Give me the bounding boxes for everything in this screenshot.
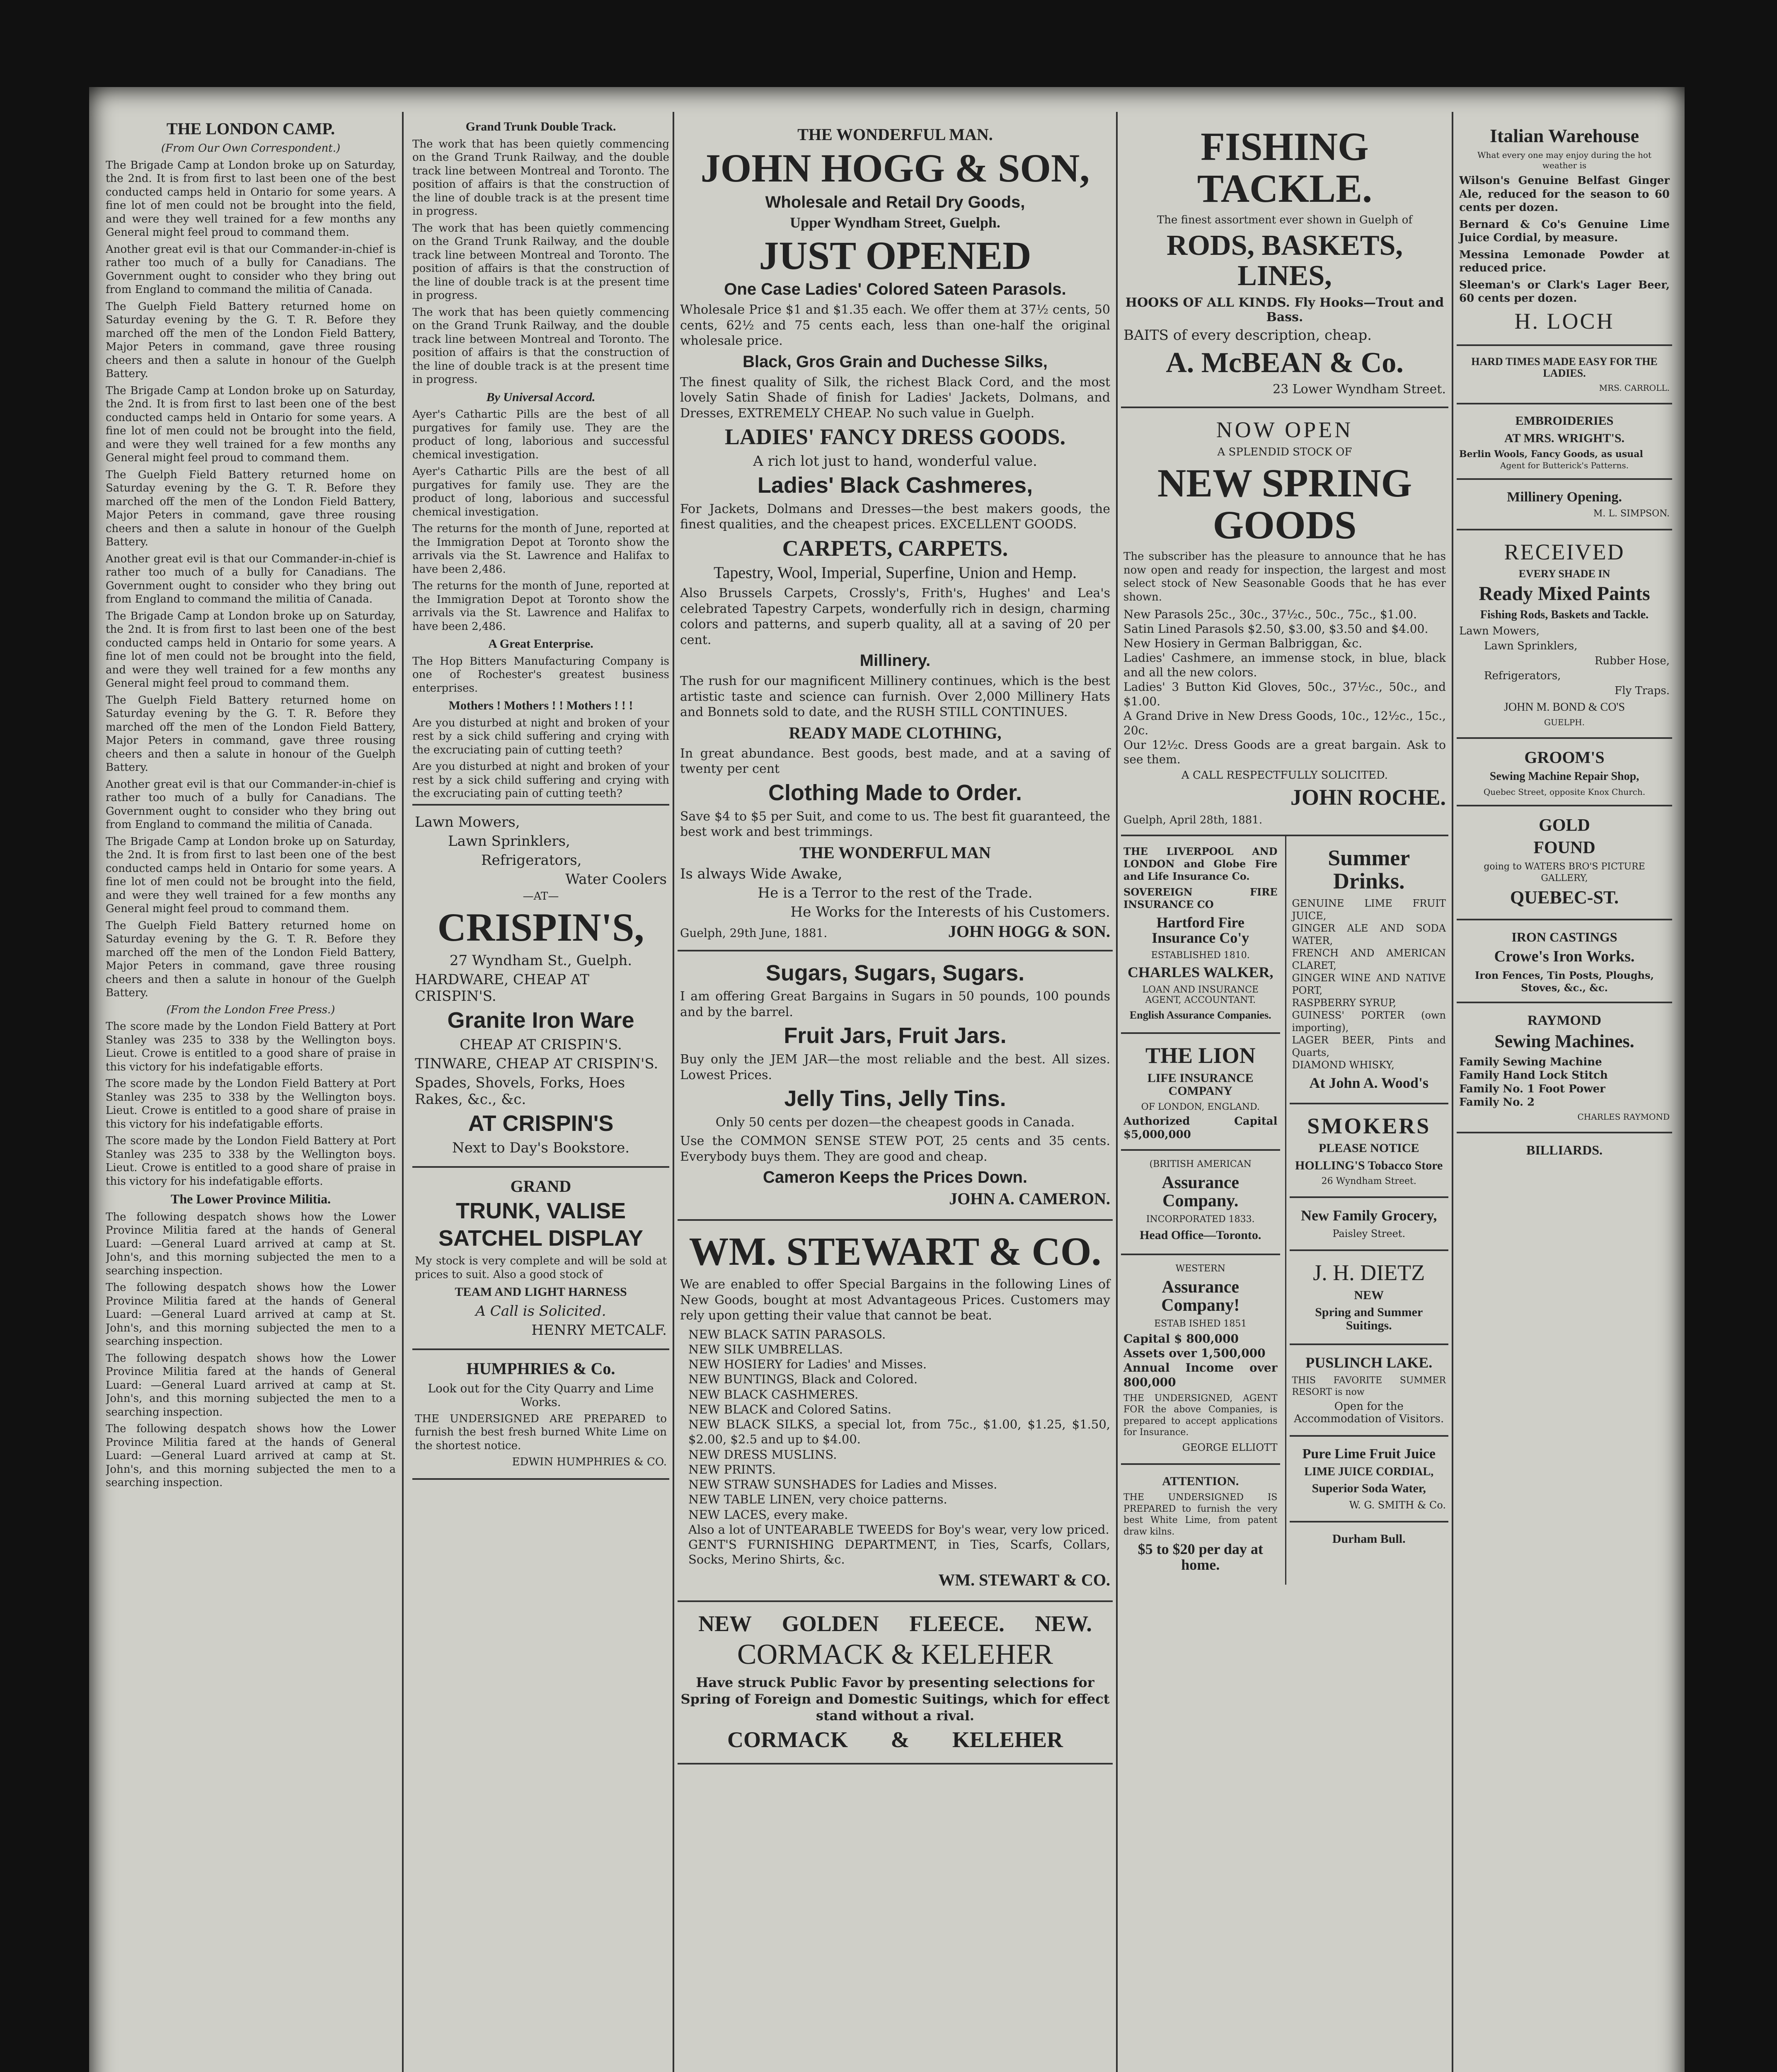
ad-headline: RECEIVED (1504, 540, 1625, 565)
hogg-ad (678, 116, 1113, 951)
ad-line: What every one may enjoy during the hot weather is (1477, 150, 1651, 171)
ad-headline: CORMACK & KELEHER (737, 1639, 1053, 1671)
ad-headline: English Assurance Companies. (1129, 1009, 1271, 1021)
article-paragraph: Ayer's Cathartic Pills are the best of all purgatives for family use. They are the product of long, laborious and successful chemical investigation. (412, 465, 669, 518)
ad-headline: $5 to $20 per day at home. (1138, 1541, 1263, 1573)
ad-line: A CALL RESPECTFULLY SOLICITED. (1181, 769, 1388, 782)
ad-body: Only 50 cents per dozen—the cheapest goods in Canada. (715, 1115, 1075, 1130)
ad-headline: THE LION (1145, 1043, 1256, 1068)
ad-headline: Ladies' Black Cashmeres, (757, 473, 1033, 498)
article-paragraph: The score made by the London Field Battery at Port Stanley was 235 to 338 by the Wellington boys. Lieut. Crowe is entitled to a good share of praise in this victory for his indefatigable efforts. (106, 1077, 396, 1130)
ad-line: BAITS of every description, cheap. (1123, 327, 1372, 344)
ad-body: Wilson's Genuine Belfast Ginger Ale, reduced for the season to 60 cents per dozen. (1459, 174, 1670, 214)
article-paragraph: The work that has been quietly commencing on the Grand Trunk Railway, and the double track line between Montreal and Toronto. The position of affairs is that the construction of the line of double track is at the present time in progress. (412, 306, 669, 386)
ad-body: Bernard & Co's Genuine Lime Juice Cordial, by measure. (1459, 218, 1670, 244)
ad-line: Upper Wyndham Street, Guelph. (790, 214, 1000, 231)
simpson-ad (1457, 480, 1672, 531)
section-title: The Lower Province Militia. (170, 1191, 331, 1206)
ad-body: For Jackets, Dolmans and Dresses—the best makers goods, the finest qualities, and the cheapest prices. EXCELLENT GOODS. (680, 501, 1110, 532)
crispin-ad (412, 804, 669, 1168)
ad-body: Buy only the JEM JAR—the most reliable and the best. All sizes. Lowest Prices. (680, 1052, 1110, 1082)
ad-headline: NEW SPRING GOODS (1157, 460, 1412, 547)
article-paragraph: The Brigade Camp at London broke up on Saturday, the 2nd. It is from first to last been one of the best conducted camps held in Ontario for some years. A fine lot of men could not be brought into the field, and were they well trained for a few months any General might feel proud to command them. (106, 384, 396, 464)
ad-line: GUELPH. (1544, 717, 1585, 728)
ad-headline: PUSLINCH LAKE. (1305, 1354, 1433, 1371)
list-item: Family No. 1 Foot Power (1459, 1082, 1605, 1095)
ad-line: going to WATERS BRO'S PICTURE GALLERY, (1484, 862, 1645, 884)
ad-headline: Hartford Fire Insurance Co'y (1152, 914, 1249, 946)
ad-line: LIFE INSURANCE COMPANY (1147, 1071, 1254, 1098)
ad-line: PLEASE NOTICE (1318, 1141, 1419, 1155)
ad-address: 23 Lower Wyndham Street. (1273, 382, 1446, 397)
ad-line: (BRITISH AMERICAN (1149, 1159, 1252, 1169)
stewart-ad (678, 1221, 1113, 1602)
ad-line: Annual Income over 800,000 (1123, 1360, 1278, 1389)
list-item: GENT'S FURNISHING DEPARTMENT, in Ties, Scarfs, Collars, Socks, Merino Shirts, &c. (688, 1537, 1110, 1567)
byline: (From Our Own Correspondent.) (161, 142, 341, 155)
ad-line: WESTERN (1175, 1263, 1225, 1274)
list-item: NEW BLACK CASHMERES. (688, 1387, 859, 1402)
ad-line: He Works for the Interests of his Customers. (790, 903, 1110, 920)
western-ad (1121, 1255, 1280, 1465)
ad-line: The finest assortment ever shown in Guelph of (1157, 213, 1413, 226)
column-3-ads (678, 116, 1113, 2072)
ad-line: LOAN AND INSURANCE AGENT, ACCOUNTANT. (1142, 984, 1259, 1005)
ad-signature: HENRY METCALF. (531, 1322, 667, 1339)
ad-headline: FOUND (1533, 838, 1595, 857)
ad-line: A Call is Solicited. (475, 1302, 606, 1319)
ad-line: Refrigerators, (481, 852, 582, 869)
section-source: (From the London Free Press.) (166, 1003, 335, 1016)
ad-line: Berlin Wools, Fancy Goods, as usual (1459, 449, 1643, 460)
ad-line: Agent for Butterick's Patterns. (1500, 460, 1629, 470)
ad-signature: JOHN ROCHE. (1290, 785, 1446, 810)
ad-headline: Durham Bull. (1332, 1532, 1406, 1546)
article-paragraph: Another great evil is that our Commander-in-chief is rather too much of a bully for Canadians. The Government ought to consider who they bring out from England to command the militia of Canada. (106, 778, 396, 831)
cameron-ad (678, 951, 1113, 1221)
article-paragraph: The score made by the London Field Battery at Port Stanley was 235 to 338 by the Wellington boys. Lieut. Crowe is entitled to a good share of praise in this victory for his indefatigable efforts. (106, 1020, 396, 1073)
list-item: NEW LACES, every make. (688, 1507, 848, 1522)
list-item: NEW SILK UMBRELLAS. (688, 1342, 843, 1356)
ad-line: ESTABLISHED 1810. (1151, 950, 1250, 961)
list-item: Family Hand Lock Stitch (1459, 1069, 1608, 1082)
ad-headline: GOLD (1539, 816, 1590, 835)
ad-headline: AT MRS. WRIGHT'S. (1504, 431, 1625, 445)
ad-headline: NEW GOLDEN FLEECE. NEW. (698, 1611, 1092, 1636)
ad-signature: JOHN M. BOND & CO'S (1503, 701, 1625, 714)
ad-line: Authorized Capital $5,000,000 (1123, 1115, 1278, 1141)
section-title: Mothers ! Mothers ! ! Mothers ! ! ! (448, 699, 633, 712)
ad-headline: Millinery Opening. (1507, 489, 1622, 505)
column-1-news (106, 116, 396, 2072)
british-american-ad (1121, 1151, 1280, 1255)
ad-address: 26 Wyndham Street. (1321, 1176, 1416, 1187)
ad-line: Paisley Street. (1332, 1228, 1406, 1240)
summer-drinks-ad (1290, 836, 1449, 1104)
ad-line: Water Coolers (565, 871, 667, 888)
ad-line: Lawn Sprinklers, (448, 833, 570, 850)
list-item: GENUINE LIME FRUIT JUICE, (1292, 897, 1446, 922)
ad-signature: WM. STEWART & CO. (938, 1570, 1110, 1589)
ad-signature: EDWIN HUMPHRIES & CO. (512, 1456, 667, 1469)
ad-date: Guelph, April 28th, 1881. (1123, 814, 1263, 827)
list-item: New Hosiery in German Balbriggan, &c. (1123, 637, 1362, 651)
ad-body: We are enabled to offer Special Bargains in the following Lines of New Goods, bought at most Advantageous Prices. Customers may rely upon getting their value that cannot be beat. (680, 1277, 1110, 1323)
column-5-ads (1457, 116, 1672, 2072)
smith-ad (1290, 1437, 1449, 1523)
article-paragraph: Are you disturbed at night and broken of your rest by a sick child suffering and crying with the excruciating pain of cutting teeth? (412, 760, 669, 800)
ad-line: CHEAP AT CRISPIN'S. (460, 1036, 622, 1053)
ad-signature: MRS. CARROLL. (1599, 383, 1670, 393)
column-2 (412, 116, 669, 2072)
ad-line: EVERY SHADE IN (1518, 567, 1610, 580)
billiards-ad (1457, 1133, 1672, 1169)
ad-headline: At John A. Wood's (1309, 1074, 1428, 1091)
ad-line: —AT— (523, 890, 559, 903)
ad-line: He is a Terror to the rest of the Trade. (758, 884, 1033, 901)
ad-body: In great abundance. Best goods, best made, and at a saving of twenty per cent (680, 746, 1110, 777)
ad-line: HARDWARE, CHEAP AT CRISPIN'S. (415, 971, 589, 1005)
ad-headline: WM. STEWART & CO. (689, 1229, 1102, 1274)
article-paragraph: Another great evil is that our Commander-in-chief is rather too much of a bully for Canadians. The Government ought to consider who they bring out from England to command the militia of Canada. (106, 243, 396, 296)
ad-line: Look out for the City Quarry and Lime Works. (428, 1381, 654, 1409)
ad-signature: H. LOCH (1514, 308, 1615, 334)
ad-headline: GROOM'S (1524, 748, 1605, 767)
list-item: NEW STRAW SUNSHADES for Ladies and Misses. (688, 1477, 997, 1491)
ad-body: The rush for our magnificent Millinery continues, which is the best artistic taste and science can furnish. Over 2,000 Millinery Hats and Bonnets sold to date, and the RUSH STILL CONTINUES. (680, 674, 1110, 720)
article-paragraph: Are you disturbed at night and broken of your rest by a sick child suffering and crying with the excruciating pain of cutting teeth? (412, 716, 669, 756)
ad-line: Next to Day's Bookstore. (452, 1139, 630, 1156)
ad-headline: BILLIARDS. (1526, 1142, 1603, 1157)
article-paragraph: The Guelph Field Battery returned home on Saturday evening by the G. T. R. Before they marched off the men of the London Field Battery, Major Peters in command, gave three rousing cheers and then a salute in honour of the Guelph Battery. (106, 468, 396, 548)
ad-body: Save $4 to $5 per Suit, and come to us. The best fit guaranteed, the best work and best trimmings. (680, 809, 1110, 840)
list-item: NEW BUNTINGS, Black and Colored. (688, 1372, 918, 1387)
article-paragraph: The work that has been quietly commencing on the Grand Trunk Railway, and the double track line between Montreal and Toronto. The position of affairs is that the construction of the line of double track is at the present time in progress. (412, 138, 669, 218)
article-paragraph: The returns for the month of June, reported at the Immigration Depot at Toronto show the arrivals via the St. Lawrence and Halifax to have been 2,486. (412, 580, 669, 633)
ad-headline: JOHN HOGG & SON, (700, 146, 1090, 190)
ad-line: LIME JUICE CORDIAL, (1304, 1465, 1434, 1478)
ad-body: Sleeman's or Clark's Lager Beer, 60 cents per dozen. (1459, 278, 1670, 305)
ad-signature: CHARLES RAYMOND (1577, 1111, 1670, 1122)
humphries-ad (412, 1350, 669, 1480)
ad-headline: LADIES' FANCY DRESS GOODS. (724, 424, 1066, 450)
list-item: NEW TABLE LINEN, very choice patterns. (688, 1492, 947, 1507)
ad-line: HOOKS OF ALL KINDS. Fly Hooks—Trout and Bass. (1125, 295, 1444, 324)
ad-line: Capital $ 800,000 (1123, 1331, 1239, 1346)
article-paragraph: Ayer's Cathartic Pills are the best of all purgatives for family use. They are the product of long, laborious and successful chemical investigation. (412, 408, 669, 461)
list-item: Also a lot of UNTEARABLE TWEEDS for Boy's wear, very low priced. (688, 1522, 1109, 1537)
section-title: By Universal Accord. (486, 390, 596, 404)
ad-headline: RAYMOND (1527, 1012, 1602, 1028)
ad-body: I am offering Great Bargains in Sugars in 50 pounds, 100 pounds and by the barrel. (680, 989, 1110, 1019)
article-paragraph: The Guelph Field Battery returned home on Saturday evening by the G. T. R. Before they marched off the men of the London Field Battery, Major Peters in command, gave three rousing cheers and then a salute in honour of the Guelph Battery. (106, 694, 396, 774)
ad-line: Is always Wide Awake, (680, 865, 843, 882)
newspaper-page (89, 87, 1685, 2072)
ad-headline: SATCHEL DISPLAY (438, 1226, 644, 1251)
list-item: Ladies' Cashmere, an immense stock, in blue, black and all the new colors. (1123, 651, 1446, 680)
ad-headline: Sewing Machine Repair Shop, (1489, 770, 1639, 783)
ad-line: Lawn Mowers, (415, 813, 520, 830)
ad-headline: A. McBEAN & Co. (1166, 346, 1404, 379)
smokers-ad (1290, 1104, 1449, 1198)
list-item: Satin Lined Parasols $2.50, $3.00, $3.50 and $4.00. (1123, 622, 1428, 636)
list-item: Ladies' 3 Button Kid Gloves, 50c., 37½c., 50c., and $1.00. (1123, 680, 1446, 709)
column-rule (1116, 112, 1118, 2072)
list-item: Family Sewing Machine (1459, 1055, 1602, 1068)
ad-headline: IRON CASTINGS (1511, 929, 1617, 945)
ad-line: Iron Fences, Tin Posts, Ploughs, Stoves, &c., &c. (1475, 969, 1654, 994)
attention-ad (1121, 1465, 1280, 1585)
list-item: GUINESS' PORTER (own importing), (1292, 1009, 1446, 1034)
ad-line: Lawn Mowers, (1459, 625, 1540, 638)
list-item: FRENCH AND AMERICAN CLARET, (1292, 947, 1446, 971)
ad-body: Use the COMMON SENSE STEW POT, 25 cents and 35 cents. Everybody buys them. They are good and cheap. (680, 1134, 1110, 1164)
ad-body: THE UNDERSIGNED ARE PREPARED to furnish the best fresh burned White Lime on the shortest notice. (415, 1412, 667, 1452)
ad-line: ESTAB ISHED 1851 (1154, 1318, 1247, 1329)
ad-headline: TRUNK, VALISE (455, 1198, 626, 1223)
list-item: Our 12½c. Dress Goods are a great bargain. Ask to see them. (1123, 738, 1446, 767)
wright-ad (1457, 404, 1672, 480)
ad-headline: Assurance Company. (1162, 1173, 1240, 1211)
ad-body: The finest quality of Silk, the richest Black Cord, and the most lovely Satin Shade of finish for Ladies' Jackets, Dolmans, and Dresses, EXTREMELY CHEAP. No such value in Guelph. (680, 375, 1110, 421)
ad-headline: SMOKERS (1307, 1113, 1431, 1138)
ad-headline: EMBROIDERIES (1515, 414, 1614, 428)
list-item: GINGER WINE AND NATIVE PORT, (1292, 972, 1446, 996)
article-paragraph: The Brigade Camp at London broke up on Saturday, the 2nd. It is from first to last been one of the best conducted camps held in Ontario for some years. A fine lot of men could not be brought into the field, and were they well trained for a few months any General might feel proud to command them. (106, 835, 396, 915)
ad-headline: RODS, BASKETS, LINES, (1167, 229, 1403, 292)
ad-body: Have struck Public Favor by presenting selections for Spring of Foreign and Domestic Suitings, which for effect stand without a rival. (680, 1674, 1110, 1723)
ad-line: THIS FAVORITE SUMMER RESORT is now (1292, 1375, 1446, 1397)
ad-line: TEAM AND LIGHT HARNESS (455, 1285, 627, 1299)
ad-headline: J. H. DIETZ (1313, 1260, 1425, 1285)
ad-line: NEW (1354, 1288, 1384, 1302)
column-rule (1452, 112, 1453, 2072)
column-4-ads (1121, 116, 1448, 2072)
bond-ad (1457, 530, 1672, 739)
ad-headline: HOLLING'S Tobacco Store (1295, 1158, 1443, 1172)
list-item: Family No. 2 (1459, 1096, 1535, 1109)
ad-line: Lawn Sprinklers, (1484, 640, 1578, 653)
section-title: A Great Enterprise. (488, 637, 593, 651)
ad-line: TINWARE, CHEAP AT CRISPIN'S. (415, 1055, 659, 1072)
article-paragraph: The score made by the London Field Battery at Port Stanley was 235 to 338 by the Wellington boys. Lieut. Crowe is entitled to a good share of praise in this victory for his indefatigable efforts. (106, 1135, 396, 1188)
ad-headline: READY MADE CLOTHING, (789, 723, 1002, 742)
carroll-ad (1457, 346, 1672, 404)
article-paragraph: The Guelph Field Battery returned home on Saturday evening by the G. T. R. Before they marched off the men of the London Field Battery, Major Peters in command, gave three rousing cheers and then a salute in honour of the Guelph Battery. (106, 300, 396, 380)
ad-line: OF LONDON, ENGLAND. (1141, 1101, 1260, 1112)
article-paragraph: The following despatch shows how the Lower Province Militia fared at the hands of General Luard: —General Luard arrived at camp at St. John's, and this morning subjected the men to a searching inspection. (106, 1352, 396, 1418)
ad-headline: Sewing Machines. (1494, 1031, 1634, 1052)
ad-line: Black, Gros Grain and Duchesse Silks, (743, 352, 1048, 371)
ad-body: THE LIVERPOOL AND LONDON and Globe Fire and Life Insurance Co. (1123, 845, 1278, 882)
ad-headline: FISHING TACKLE. (1197, 124, 1373, 211)
article-paragraph: The Brigade Camp at London broke up on Saturday, the 2nd. It is from first to last been one of the best conducted camps held in Ontario for some years. A fine lot of men could not be brought into the field, and were they well trained for a few months any General might feel proud to command them. (106, 610, 396, 690)
ad-address: 27 Wyndham St., Guelph. (449, 952, 632, 969)
ad-headline: AT CRISPIN'S (468, 1111, 614, 1136)
article-title: THE LONDON CAMP. (166, 119, 335, 138)
waters-ad (1457, 806, 1672, 920)
ad-line: THE WONDERFUL MAN. (797, 125, 993, 144)
ad-headline: Spring and Summer Suitings. (1315, 1305, 1423, 1332)
ad-headline: CRISPIN'S, (437, 905, 644, 949)
ad-body: THE UNDERSIGNED, AGENT FOR the above Companies, is prepared to accept applications for Insurance. (1123, 1393, 1278, 1438)
article-paragraph: The Brigade Camp at London broke up on Saturday, the 2nd. It is from first to last been one of the best conducted camps held in Ontario for some years. A fine lot of men could not be brought into the field, and were they well trained for a few months any General might feel proud to command them. (106, 159, 396, 239)
ad-headline: Summer Drinks. (1328, 845, 1410, 894)
ad-signature: M. L. SIMPSON. (1593, 508, 1670, 519)
ad-body: The subscriber has the pleasure to announce that he has now open and ready for inspection, the largest and most select stock of New Seasonable Goods that he has ever shown. (1123, 550, 1446, 603)
mcbean-ad (1121, 116, 1448, 408)
list-item: NEW PRINTS. (688, 1462, 776, 1477)
ad-headline: HARD TIMES MADE EASY FOR THE LADIES. (1471, 356, 1658, 379)
ad-headline: Cameron Keeps the Prices Down. (763, 1168, 1027, 1187)
ad-body: Messina Lemonade Powder at reduced price. (1459, 248, 1670, 275)
ad-headline: CARPETS, CARPETS. (782, 535, 1008, 561)
ad-headline: Superior Soda Water, (1312, 1481, 1426, 1496)
ad-headline: NOW OPEN (1216, 417, 1353, 443)
list-item: NEW BLACK SILKS, a special lot, from 75c., $1.00, $1.25, $1.50, $2.00, $2.5 and up to $4.00. (688, 1417, 1110, 1447)
ad-headline: Assurance Company! (1161, 1277, 1240, 1315)
ad-headline: Pure Lime Fruit Juice (1302, 1446, 1436, 1462)
ad-body: My stock is very complete and will be sold at prices to suit. Also a good stock of (415, 1255, 667, 1281)
ad-headline: Italian Warehouse (1490, 125, 1639, 146)
ad-signature: JOHN HOGG & SON. (948, 922, 1110, 941)
list-item: RASPBERRY SYRUP, (1292, 997, 1397, 1009)
ad-line: INCORPORATED 1833. (1146, 1214, 1255, 1225)
ad-headline: Millinery. (859, 651, 931, 670)
list-item: NEW BLACK SATIN PARASOLS. (688, 1327, 886, 1341)
column-rule (673, 112, 674, 2072)
ad-body: Also Brussels Carpets, Crossly's, Frith's, Hughes' and Lea's celebrated Tapestry Carpets, wonderfully rich in design, charming colors and patterns, and superb quality, all at a saving of 20 per cent. (680, 586, 1110, 647)
ad-headline: Jelly Tins, Jelly Tins. (784, 1086, 1006, 1111)
ad-headline: Clothing Made to Order. (768, 780, 1022, 805)
list-item: NEW BLACK and Colored Satins. (688, 1402, 891, 1416)
ad-line: Spades, Shovels, Forks, Hoes Rakes, &c., &c. (415, 1074, 625, 1108)
article-paragraph: The following despatch shows how the Lower Province Militia fared at the hands of General Luard: —General Luard arrived at camp at St. John's, and this morning subjected the men to a searching inspection. (106, 1210, 396, 1277)
list-item: A Grand Drive in New Dress Goods, 10c., 12½c., 15c., 20c. (1123, 709, 1446, 738)
ad-line: Wholesale and Retail Dry Goods, (765, 193, 1025, 211)
ad-signature: GEORGE ELLIOTT (1182, 1441, 1278, 1453)
article-paragraph: The Guelph Field Battery returned home on Saturday evening by the G. T. R. Before they marched off the men of the London Field Battery, Major Peters in command, gave three rousing cheers and then a salute in honour of the Guelph Battery. (106, 919, 396, 999)
ad-body: THE UNDERSIGNED IS PREPARED to furnish the very best White Lime, from patent draw kilns. (1123, 1492, 1278, 1537)
ad-body: Wholesale Price $1 and $1.35 each. We offer them at 37½ cents, 50 cents, 62½ and 75 cents each, less than one-half the original wholesale price. (680, 303, 1110, 349)
raymond-ad (1457, 1003, 1672, 1133)
crowe-ad (1457, 920, 1672, 1003)
ad-headline: Ready Mixed Paints (1479, 583, 1650, 605)
ad-line: GRAND (510, 1176, 571, 1196)
ad-line: Fly Traps. (1615, 685, 1670, 697)
ad-headline: CHARLES WALKER, (1128, 964, 1273, 981)
ad-signature: W. G. SMITH & Co. (1349, 1499, 1446, 1511)
article-title: Grand Trunk Double Track. (465, 120, 616, 133)
ad-headline: Crowe's Iron Works. (1494, 947, 1635, 965)
ad-line: Rubber Hose, (1594, 655, 1670, 668)
metcalf-ad (412, 1168, 669, 1350)
groom-ad (1457, 739, 1672, 806)
list-item: DIAMOND WHISKY, (1292, 1059, 1394, 1071)
ad-headline: Fruit Jars, Fruit Jars. (784, 1023, 1007, 1048)
puslinch-ad (1290, 1345, 1449, 1437)
lion-ad (1121, 1034, 1280, 1151)
ad-line: Quebec Street, opposite Knox Church. (1483, 787, 1646, 797)
italian-warehouse-ad (1457, 116, 1672, 346)
ad-line: Tapestry, Wool, Imperial, Superfine, Union and Hemp. (714, 563, 1077, 582)
ad-headline: JUST OPENED (759, 233, 1031, 278)
ad-body: SOVEREIGN FIRE INSURANCE CO (1123, 886, 1278, 910)
ad-date: Guelph, 29th June, 1881. (680, 926, 828, 940)
ad-line: One Case Ladies' Colored Sateen Parasols. (724, 280, 1066, 299)
column-rule (402, 112, 404, 2072)
ad-headline: THE WONDERFUL MAN (799, 843, 991, 862)
ad-headline: Sugars, Sugars, Sugars. (765, 960, 1025, 985)
list-item: GINGER ALE AND SODA WATER, (1292, 922, 1446, 946)
ad-line: Open for the Accommodation of Visitors. (1294, 1400, 1444, 1426)
ad-headline: New Family Grocery, (1301, 1207, 1437, 1224)
list-item: LAGER BEER, Pints and Quarts, (1292, 1034, 1446, 1058)
ad-line: Head Office—Toronto. (1140, 1228, 1261, 1242)
article-paragraph: The Hop Bitters Manufacturing Company is one of Rochester's greatest business enterprises. (412, 655, 669, 695)
ad-headline: CORMACK & KELEHER (727, 1727, 1063, 1752)
article-paragraph: The following despatch shows how the Lower Province Militia fared at the hands of General Luard: —General Luard arrived at camp at St. John's, and this morning subjected the men to a searching inspection. (106, 1423, 396, 1489)
ad-signature: JOHN A. CAMERON. (949, 1189, 1110, 1208)
article-paragraph: The work that has been quietly commencing on the Grand Trunk Railway, and the double track line between Montreal and Toronto. The position of affairs is that the construction of the line of double track is at the present time in progress. (412, 222, 669, 302)
list-item: NEW DRESS MUSLINS. (688, 1447, 837, 1462)
ad-line: A SPLENDID STOCK OF (1217, 445, 1352, 458)
grocery-ad (1290, 1198, 1449, 1251)
list-item: NEW HOSIERY for Ladies' and Misses. (688, 1357, 927, 1371)
ad-headline: HUMPHRIES & Co. (466, 1359, 615, 1378)
ad-line: A rich lot just to hand, wonderful value. (753, 453, 1037, 470)
article-paragraph: Another great evil is that our Commander-in-chief is rather too much of a bully for Canadians. The Government ought to consider who they bring out from England to command the militia of Canada. (106, 552, 396, 605)
ad-headline: Granite Iron Ware (447, 1008, 634, 1033)
ad-line: Refrigerators, (1484, 670, 1561, 683)
ad-headline: QUEBEC-ST. (1510, 887, 1619, 908)
article-paragraph: The following despatch shows how the Lower Province Militia fared at the hands of General Luard: —General Luard arrived at camp at St. John's, and this morning subjected the men to a searching inspection. (106, 1281, 396, 1348)
cormack-ad (678, 1602, 1113, 1765)
dietz-ad (1290, 1251, 1449, 1345)
insurance-ad (1121, 836, 1280, 1034)
article-paragraph: The returns for the month of June, reported at the Immigration Depot at Toronto show the arrivals via the St. Lawrence and Halifax to have been 2,486. (412, 523, 669, 576)
durham-ad (1290, 1523, 1449, 1557)
roche-ad (1121, 408, 1448, 836)
ad-headline: ATTENTION. (1162, 1474, 1239, 1488)
ad-line: Assets over 1,500,000 (1123, 1346, 1266, 1360)
ad-headline: Fishing Rods, Baskets and Tackle. (1480, 608, 1649, 621)
list-item: New Parasols 25c., 30c., 37½c., 50c., 75c., $1.00. (1123, 608, 1417, 622)
